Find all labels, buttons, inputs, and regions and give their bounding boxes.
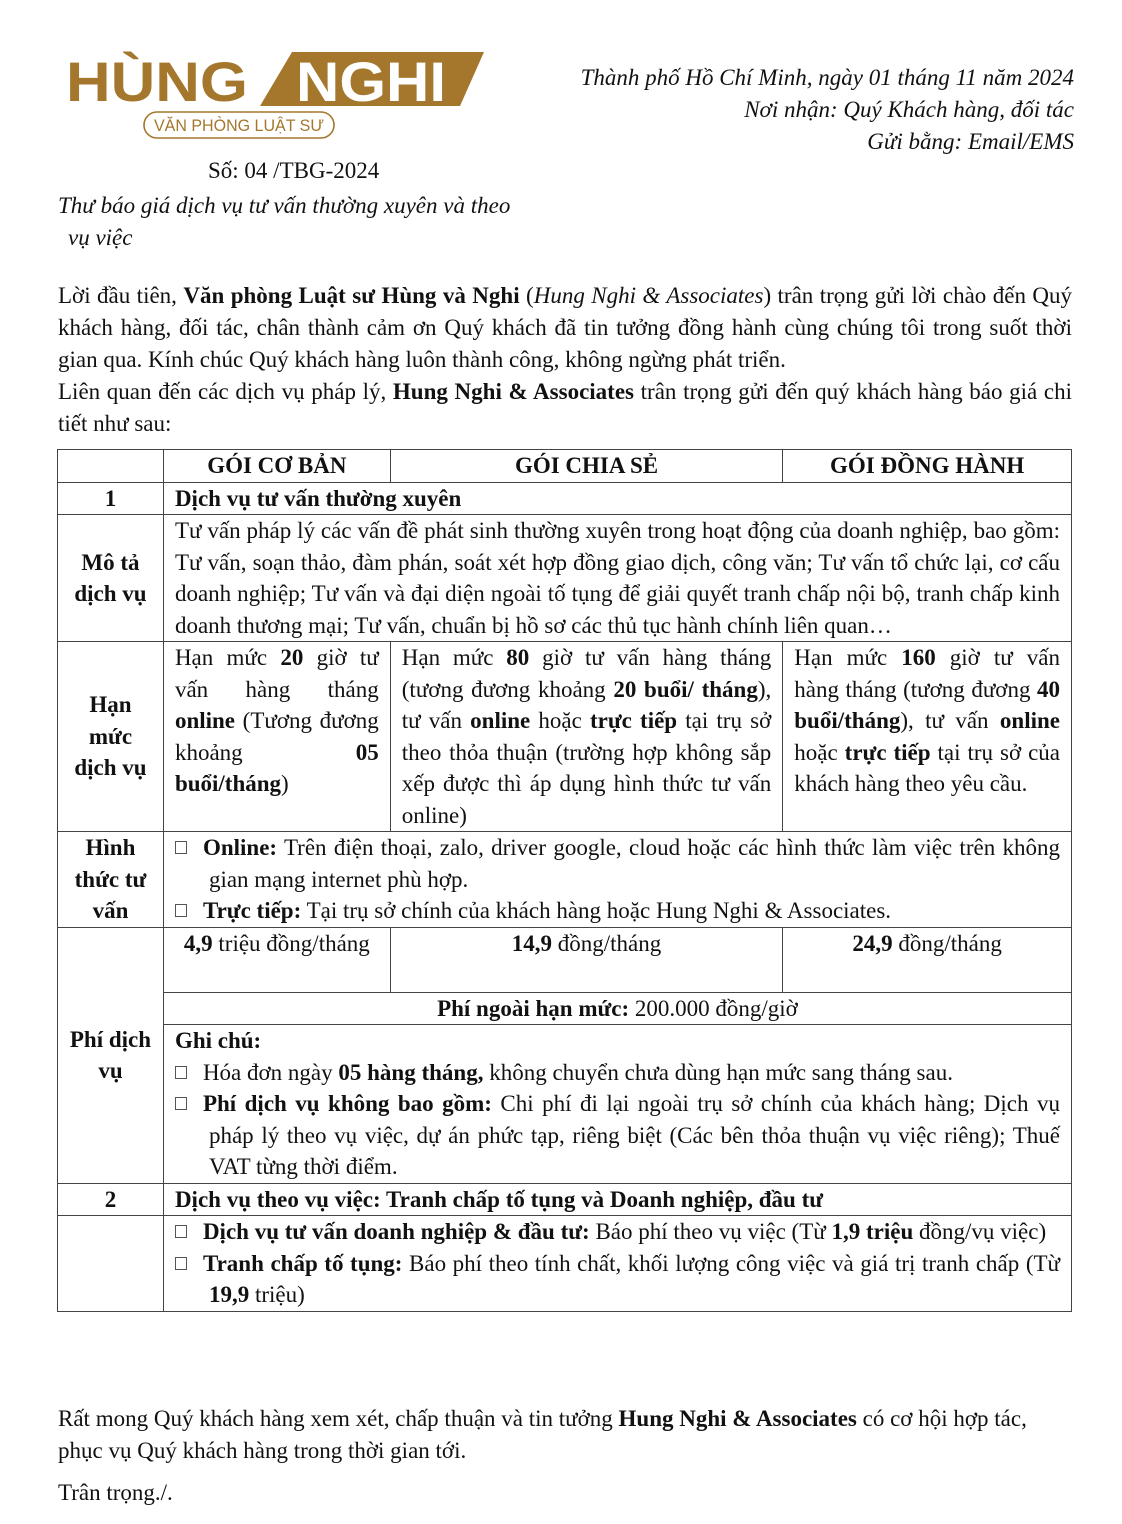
fee-accompany-unit: đồng/tháng <box>892 930 1002 956</box>
package-basic-header: GÓI CƠ BẢN <box>163 450 390 483</box>
fee-accompany-amount: 24,9 <box>852 930 893 956</box>
limit-share-cell <box>390 642 783 832</box>
consulting-form-label: Hình thức tư vấn <box>58 832 164 928</box>
fee-notes-cell <box>163 1025 1071 1184</box>
case-service-text: triệu) <box>249 1282 305 1307</box>
limit-text: ), tư vấn <box>401 676 772 733</box>
overage-fee-cell <box>163 992 1071 1025</box>
limit-text: Hạn mức <box>794 645 902 670</box>
closing-text-part: có cơ hội hợp tác, phục vụ Quý khách hàng trong thời gian tới. <box>58 1406 1027 1463</box>
section-1-number: 1 <box>58 482 164 515</box>
package-accompany-header: GÓI ĐỒNG HÀNH <box>783 450 1072 483</box>
section-1-title: Dịch vụ tư vấn thường xuyên <box>163 482 1071 515</box>
checkbox-icon <box>175 1225 187 1238</box>
case-service-label: Dịch vụ tư vấn doanh nghiệp & đầu tư: <box>202 1219 590 1244</box>
service-description-text: Tư vấn pháp lý các vấn đề phát sinh thường xuyên trong hoạt động của doanh nghiệp, bao gồm: Tư vấn, soạn thảo, đàm phán, soát xét hợp đồng giao dịch, công văn; Tư vấn tổ chức lại, cơ cấu doanh nghiệp; Tư vấn và đại diện ngoài tố tụng để giải quyết tranh chấp nội bộ, tranh chấp kinh doanh thương mại; Tư vấn, chuẩn bị hồ sơ các thủ tục hành chính liên quan… <box>163 515 1071 642</box>
limit-accompany-cell <box>783 642 1072 832</box>
closing-paragraph <box>58 1403 1072 1467</box>
note-emphasis: Phí dịch vụ không bao gồm: <box>202 1091 492 1116</box>
firm-name: Văn phòng Luật sư Hùng và Nghi <box>183 283 520 308</box>
limit-hours: 20 <box>280 645 304 670</box>
limit-sessions: 05 buổi/tháng <box>174 739 379 796</box>
limit-mode: trực tiếp <box>590 708 678 733</box>
intro-text: ) trân trọng gửi lời chào đến Quý khách hàng, đối tác, chân thành cảm ơn Quý khách đã tin tưởng đồng hành cùng chúng tôi trong suốt thời gian qua. Kính chúc Quý khách hàng luôn thành công, không ngừng phát triển. <box>58 283 1072 372</box>
service-limit-label: Hạn mức dịch vụ <box>58 642 164 832</box>
limit-hours: 80 <box>506 645 530 670</box>
firm-name-english: Hung Nghi & Associates <box>533 283 764 308</box>
checkbox-icon <box>175 904 187 917</box>
checkbox-icon <box>175 1066 187 1079</box>
logo-brand-right: NGHI <box>296 50 446 113</box>
form-online-item <box>175 832 1060 895</box>
case-services-row <box>58 1216 1072 1312</box>
form-direct-text: Tại trụ sở chính của khách hàng hoặc Hung Nghi & Associates. <box>301 898 892 923</box>
service-description-label: Mô tả dịch vụ <box>58 515 164 642</box>
intro-text: trân trọng gửi đến quý khách hàng báo giá chi tiết như sau: <box>58 379 1073 436</box>
fee-share-unit: đồng/tháng <box>552 930 662 956</box>
limit-mode: online <box>999 708 1060 733</box>
overage-fee-label: Phí ngoài hạn mức: <box>437 995 630 1021</box>
checkbox-icon <box>175 1097 187 1110</box>
form-direct-label: Trực tiếp: <box>202 898 302 923</box>
limit-mode: trực tiếp <box>844 739 931 765</box>
case-service-item-2 <box>175 1248 1060 1311</box>
subject-line-1: Thư báo giá dịch vụ tư vấn thường xuyên và theo <box>58 193 511 218</box>
recipient-line: Nơi nhận: Quý Khách hàng, đối tác <box>744 97 1074 122</box>
limit-mode: online <box>470 708 531 733</box>
case-service-text: Báo phí theo tính chất, khối lượng công việc và giá trị tranh chấp (Từ <box>402 1250 1060 1276</box>
form-online-label: Online: <box>202 835 278 860</box>
section-1-row <box>58 482 1072 515</box>
checkbox-icon <box>175 1257 187 1270</box>
firm-name: Hung Nghi & Associates <box>392 379 634 404</box>
limit-text: hoặc <box>794 739 845 765</box>
fee-basic-amount: 4,9 <box>183 930 213 956</box>
table-header-row <box>58 450 1072 483</box>
limit-text: ) <box>281 771 289 796</box>
intro-text: Liên quan đến các dịch vụ pháp lý, <box>58 379 393 404</box>
section-2-row <box>58 1183 1072 1216</box>
form-online-text: Trên điện thoại, zalo, driver google, cloud hoặc các hình thức làm việc trên không gian mạng internet phù hợp. <box>208 835 1060 892</box>
note-text: không chuyển chưa dùng hạn mức sang tháng sau. <box>483 1059 953 1085</box>
note-item-2 <box>175 1088 1060 1183</box>
intro-paragraph-1 <box>58 280 1072 376</box>
case-service-text: đồng/vụ việc) <box>913 1219 1047 1244</box>
fee-share-cell <box>390 927 783 992</box>
service-limit-row <box>58 642 1072 832</box>
fee-basic-cell <box>163 927 390 992</box>
consulting-form-cell <box>163 832 1071 928</box>
service-description-row <box>58 515 1072 642</box>
note-item-1 <box>175 1057 1060 1089</box>
document-number: Số: 04 /TBG-2024 <box>208 158 380 183</box>
logo-tagline: VĂN PHÒNG LUẬT SƯ <box>154 116 324 135</box>
checkbox-icon <box>175 841 187 854</box>
fee-price-row <box>58 927 1072 992</box>
logo-brand-left: HÙNG <box>66 50 248 113</box>
consulting-form-row <box>58 832 1072 928</box>
price-quote-table <box>57 449 1072 1312</box>
place-date: Thành phố Hồ Chí Minh, ngày 01 tháng 11 năm 2024 <box>580 65 1074 90</box>
note-text: Hóa đơn ngày <box>202 1059 339 1085</box>
firm-logo <box>64 44 484 144</box>
form-direct-item <box>175 895 1060 927</box>
intro-text: ( <box>519 283 534 308</box>
limit-basic-cell <box>163 642 390 832</box>
limit-text: ), tư vấn <box>900 708 1000 733</box>
limit-text: giờ tư vấn hàng tháng (tương đương khoảng <box>401 645 772 702</box>
case-services-empty-cell <box>58 1216 164 1312</box>
limit-sessions: 40 buổi/tháng <box>794 676 1060 733</box>
closing-text-part: Rất mong Quý khách hàng xem xét, chấp thuận và tin tưởng <box>58 1406 619 1431</box>
firm-name: Hung Nghi & Associates <box>618 1406 857 1431</box>
note-emphasis: 05 hàng tháng, <box>338 1059 484 1085</box>
fee-share-amount: 14,9 <box>511 930 553 956</box>
limit-text: giờ tư vấn hàng tháng <box>174 645 379 702</box>
overage-fee-row <box>58 992 1072 1025</box>
fee-accompany-cell <box>783 927 1072 992</box>
limit-text: hoặc <box>530 708 590 733</box>
case-service-price: 19,9 <box>208 1282 250 1307</box>
subject-line-2: vụ việc <box>68 225 133 250</box>
intro-section <box>58 280 1072 440</box>
header-empty-cell <box>58 450 164 483</box>
notes-title: Ghi chú: <box>174 1028 262 1053</box>
service-fee-label: Phí dịch vụ <box>58 927 164 1183</box>
intro-text: Lời đầu tiên, <box>58 283 184 308</box>
case-service-item-1 <box>175 1216 1060 1248</box>
case-service-price: 1,9 triệu <box>831 1219 914 1244</box>
fee-notes-row <box>58 1025 1072 1184</box>
fee-basic-unit: triệu đồng/tháng <box>212 930 370 956</box>
intro-paragraph-2 <box>58 376 1072 440</box>
limit-text: tại trụ sở theo thỏa thuận (trường hợp không sắp xếp được thì áp dụng hình thức tư vấn online) <box>401 708 772 828</box>
limit-text: (Tương đương khoảng <box>174 708 379 765</box>
firm-logo-graphic <box>64 44 484 144</box>
document-subject <box>58 190 528 254</box>
limit-text: giờ tư vấn hàng tháng (tương đương <box>794 645 1060 702</box>
limit-hours: 160 <box>901 645 936 670</box>
limit-text: tại trụ sở của khách hàng theo yêu cầu. <box>794 739 1060 796</box>
case-service-label: Tranh chấp tố tụng: <box>202 1250 403 1276</box>
overage-fee-value: 200.000 đồng/giờ <box>629 995 798 1021</box>
delivery-method: Gửi bằng: Email/EMS <box>867 129 1074 154</box>
limit-sessions: 20 buổi/ tháng <box>613 676 758 702</box>
note-text: Chi phí đi lại ngoài trụ sở chính của khách hàng; Dịch vụ pháp lý theo vụ việc, dự án phức tạp, riêng biệt (Các bên thỏa thuận vụ việc riêng); Thuế VAT từng thời điểm. <box>208 1091 1060 1179</box>
section-2-number: 2 <box>58 1183 164 1216</box>
signoff: Trân trọng./. <box>58 1480 173 1505</box>
limit-text: Hạn mức <box>401 645 507 670</box>
package-share-header: GÓI CHIA SẺ <box>390 450 783 483</box>
limit-text: Hạn mức <box>174 645 281 670</box>
case-services-cell <box>163 1216 1071 1312</box>
closing-text <box>58 1403 1072 1467</box>
case-service-text: Báo phí theo vụ việc (Từ <box>589 1219 832 1244</box>
letter-header-info <box>581 62 1074 158</box>
section-2-title: Dịch vụ theo vụ việc: Tranh chấp tố tụng và Doanh nghiệp, đầu tư <box>163 1183 1071 1216</box>
limit-mode: online <box>174 708 236 733</box>
